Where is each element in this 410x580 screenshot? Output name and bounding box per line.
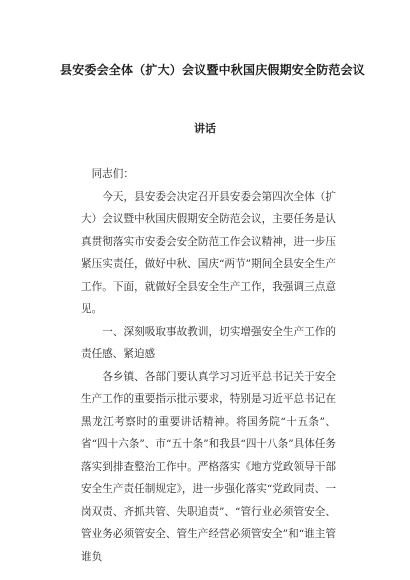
section-1-paragraph: 各乡镇、各部门要认真学习习近平总书记关于安全生产工作的重要指示批示要求，特别是习近平总书记在黑龙江考察时的重要讲话精神。将国务院“十五条”、省“四十六条”、市“五十条”和我县“四十八条”具体任务落实到排查整治工作中。严格落实《地方党政领导干部安全生产责任制规定》，进一步强化落实“党政同责、一岗双责、齐抓共管、失职追责”、“管行业必须管安全、管业务必须管安全、管生产经营必须管安全”和“谁主管谁负 <box>81 370 336 563</box>
document-title: 县安委会全体（扩大）会议暨中秋国庆假期安全防范会议 <box>60 63 366 77</box>
section-heading-1: 一、深刻吸取事故教训，切实增强安全生产工作的责任感、紧迫感 <box>81 325 336 360</box>
intro-paragraph: 今天，县安委会决定召开县安委会第四次全体（扩大）会议暨中秋国庆假期安全防范会议，主要任务是认真贯彻落实市安委会安全防范工作会议精神，进一步压紧压实责任，做好中秋、国庆“两节”期间全县安全生产工作。下面，就做好全县安全生产工作，我强调三点意见。 <box>81 190 336 315</box>
document-subtitle: 讲话 <box>194 122 216 135</box>
salutation-paragraph: 同志们： <box>91 168 134 180</box>
document-body <box>81 163 336 568</box>
